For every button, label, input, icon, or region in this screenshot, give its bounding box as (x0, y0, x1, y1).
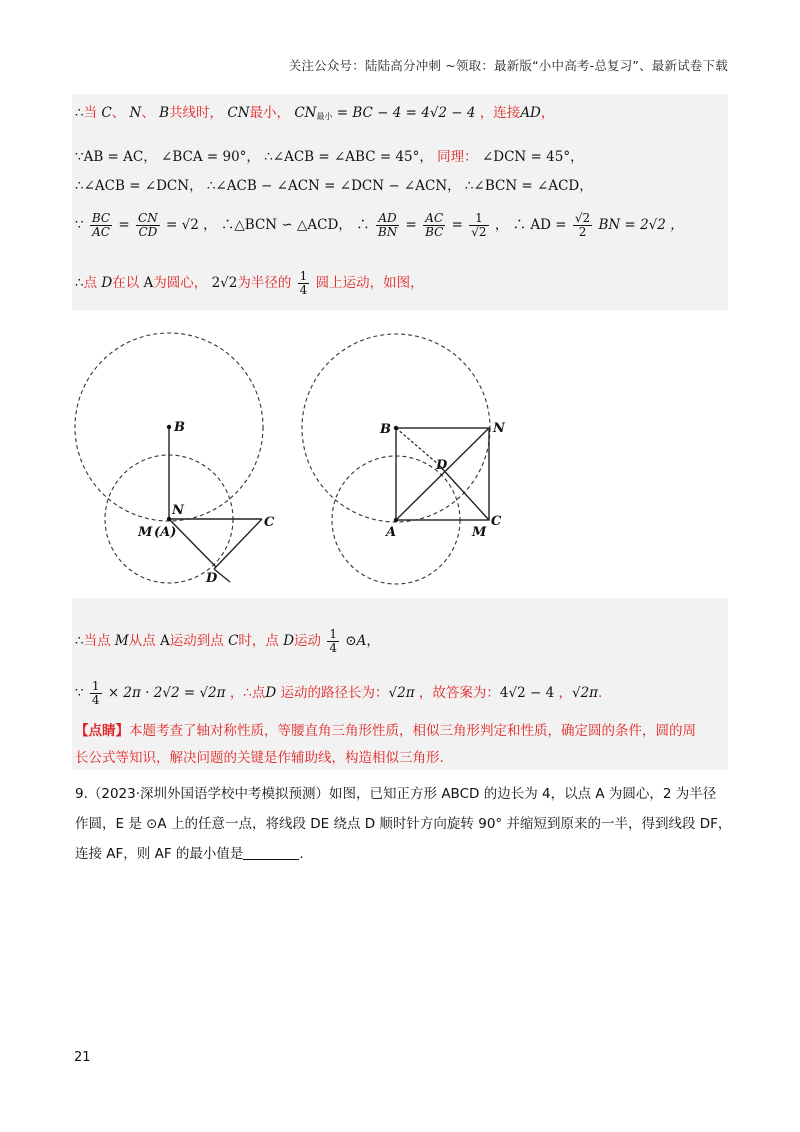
solution-line-2: ∵AB = AC， ∠BCA = 90°， ∴∠ACB = ∠ABC = 45°， 同理： ∠DCN = 45°， (75, 149, 584, 165)
solution-line-4: ∵ $\frac{BC}{AC}$ = $\frac{CN}{CD}$ = √2 ， ∴△BCN ∽ △ACD， ∴ $\frac{AD}{BN}$ = $\frac{AC}{BC}$ = $\frac{1}{√2}$ ， ∴ AD = $\frac{√2}{2}$ BN = 2√2 ， (75, 211, 684, 239)
solution-line-1: ∴当 C、 N、 B共线时， CN最小， $CN_{最小}$ = BC − 4 = 4√2 − 4 ，连接AD， (75, 105, 555, 121)
label-left-a: (A) (154, 525, 177, 540)
solution-line-7: ∵ $\frac{1}{4}$ × 2π · 2√2 = √2π ，∴点D 运动的路径长为：√2π ，故答案为：4√2 − 4 ，√2π. (75, 679, 603, 707)
right-diagonal-an (396, 428, 489, 520)
right-point-a (394, 518, 398, 522)
page-header: 关注公众号：陆陆高分冲刺 ~领取：最新版“小中高考-总复习”、最新试卷下载 (288, 58, 728, 73)
question-9-line-2: 作圆，E 是 ⊙A 上的任意一点，将线段 DE 绕点 D 顺时针方向旋转 90° 并缩短到原来的一半，得到线段 DF， (75, 816, 732, 832)
left-point-b (167, 425, 171, 429)
label-left-n: N (172, 503, 184, 518)
label-right-c: C (491, 514, 502, 529)
question-9-line-3: 连接 AF，则 AF 的最小值是 . (75, 846, 304, 862)
solution-line-3: ∴∠ACB = ∠DCN， ∴∠ACB − ∠ACN = ∠DCN − ∠ACN， ∴∠BCN = ∠ACD， (75, 178, 593, 194)
label-left-c: C (264, 515, 275, 530)
label-right-d: D (436, 458, 448, 473)
label-left-b: B (174, 420, 185, 435)
label-right-n: N (493, 421, 505, 436)
label-right-a: A (386, 525, 397, 540)
geometry-figure (72, 312, 516, 598)
keypoint-line-1: 【点睛】本题考查了轴对称性质，等腰直角三角形性质，相似三角形判定和性质，确定圆的条件，圆的周 (75, 723, 696, 739)
right-point-b (394, 426, 398, 430)
solution-line-6: ∴当点 M从点 A运动到点 C时，点 D运动 $\frac{1}{4}$ ⊙A， (75, 627, 380, 655)
question-9-line-1: 9.（2023·深圳外国语学校中考模拟预测）如图，已知正方形 ABCD 的边长为 4，以点 A 为圆心，2 为半径 (75, 786, 717, 802)
left-point-m (167, 517, 171, 521)
left-segment-cd (214, 519, 262, 569)
label-right-b: B (380, 422, 391, 437)
keypoint-line-2: 长公式等知识，解决问题的关键是作辅助线，构造相似三角形. (75, 750, 444, 766)
label-left-m: M (138, 525, 153, 540)
answer-blank[interactable] (243, 845, 299, 860)
solution-line-5: ∴点 D在以 A为圆心， 2√2为半径的 $\frac{1}{4}$ 圆上运动，如图， (75, 269, 424, 297)
label-left-d: D (206, 571, 218, 586)
label-right-m: M (472, 525, 487, 540)
right-segment-bd (396, 428, 438, 464)
page-number: 21 (74, 1050, 91, 1065)
figure-svg (72, 312, 516, 598)
